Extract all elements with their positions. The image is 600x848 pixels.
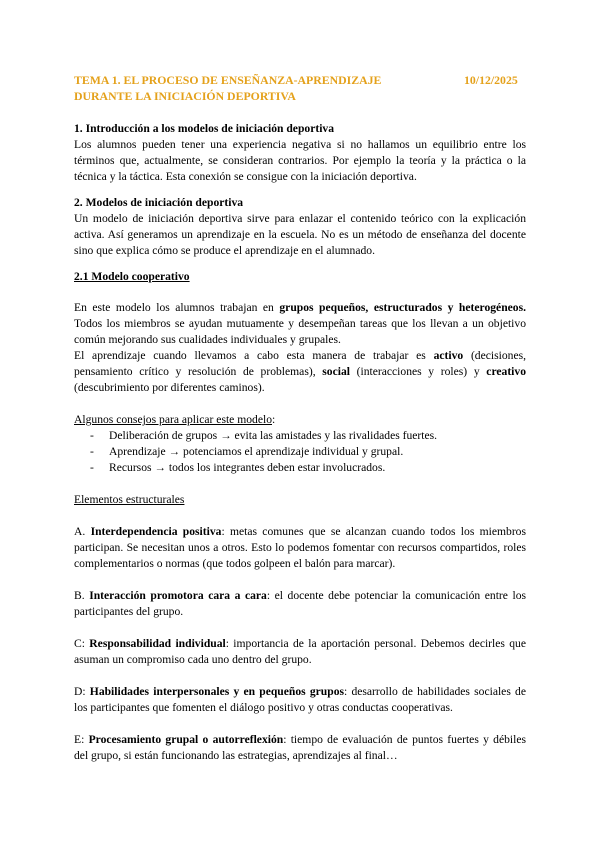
- cooperative-p2-creative: creativo: [486, 365, 526, 378]
- element-term: Responsabilidad individual: [89, 637, 226, 650]
- element-a: [74, 524, 526, 572]
- document-body: [74, 121, 526, 764]
- element-b: [74, 588, 526, 620]
- element-prefix: A.: [74, 525, 91, 538]
- section-1-heading: 1. Introducción a los modelos de iniciación deportiva: [74, 122, 335, 135]
- header-title-line-1: TEMA 1. EL PROCESO DE ENSEÑANZA-APRENDIZAJE: [74, 73, 382, 87]
- cooperative-p2-active: activo: [433, 349, 464, 362]
- cooperative-p1-text-a: En este modelo los alumnos trabajan en: [74, 301, 280, 314]
- bullet-dash: -: [90, 445, 94, 458]
- cooperative-p2-text-e: (interacciones y roles) y: [349, 365, 487, 378]
- element-prefix: D:: [74, 685, 90, 698]
- element-text: : desarrollo de habilidades sociales de los participantes que fomenten el diálogo positivo y otras conductas cooperativas.: [74, 685, 526, 714]
- tips-heading-colon: :: [272, 413, 276, 426]
- tip-text: Deliberación de grupos → evita las amistades y las rivalidades fuertes.: [109, 429, 438, 442]
- element-text: : el docente debe potenciar la comunicación entre los participantes del grupo.: [74, 589, 526, 618]
- cooperative-p2-social: social: [322, 365, 350, 378]
- tip-text: Aprendizaje → potenciamos el aprendizaje individual y grupal.: [109, 445, 404, 458]
- bullet-dash: -: [90, 429, 94, 442]
- cooperative-paragraph-1: [74, 300, 526, 348]
- tips-heading-text: Algunos consejos para aplicar este modelo: [74, 413, 272, 426]
- element-prefix: B.: [74, 589, 90, 602]
- element-text: : metas comunes que se alcanzan cuando todos los miembros participan. Se necesitan unos a otros. Esto lo podemos fomentar con recursos compartidos, roles complementarios o normas (que todos golpeen el balón para marcar).: [74, 525, 526, 570]
- element-prefix: E:: [74, 733, 89, 746]
- tips-list: [74, 428, 526, 476]
- element-d: [74, 684, 526, 716]
- bullet-dash: -: [90, 461, 94, 474]
- cooperative-p1-bold: grupos pequeños, estructurados y heterogéneos.: [279, 301, 527, 314]
- section-2-heading: 2. Modelos de iniciación deportiva: [74, 196, 244, 209]
- element-term: Procesamiento grupal o autorreflexión: [88, 733, 284, 746]
- cooperative-p2-text-a: El aprendizaje cuando llevamos a cabo esta manera de trabajar es: [74, 349, 434, 362]
- cooperative-p1-text-c: Todos los miembros se ayudan mutuamente y desempeñan tareas que los llevan a un objetivo común mejorando sus cualidades individuales y grupales.: [74, 317, 526, 346]
- header-date: 10/12/2025: [464, 73, 518, 87]
- element-text: : importancia de la aportación personal. Debemos decirles que asuman un compromiso cada uno dentro del grupo.: [74, 637, 526, 666]
- section-2-1-heading: 2.1 Modelo cooperativo: [74, 270, 190, 283]
- document-header: [74, 72, 534, 104]
- element-term: Interacción promotora cara a cara: [89, 589, 267, 602]
- element-prefix: C:: [74, 637, 90, 650]
- element-text: : tiempo de evaluación de puntos fuertes y débiles del grupo, si están funcionando las estrategias, aprendizajes al final…: [74, 733, 527, 762]
- element-e: [74, 732, 526, 764]
- cooperative-p2-text-g: (descubrimiento por diferentes caminos).: [74, 381, 265, 394]
- cooperative-p2-text-c: (decisiones, pensamiento crítico y resolución de problemas),: [74, 349, 526, 378]
- elements-heading: Elementos estructurales: [74, 493, 185, 506]
- header-title-line-2: DURANTE LA INICIACIÓN DEPORTIVA: [74, 89, 296, 103]
- section-2-text: Un modelo de iniciación deportiva sirve para enlazar el contenido teórico con la explicación activa. Así generamos un aprendizaje en la escuela. No es un método de enseñanza del docente sino que explica cómo se produce el aprendizaje en el alumnado.: [74, 212, 526, 257]
- element-c: [74, 636, 526, 668]
- element-term: Habilidades interpersonales y en pequeños grupos: [89, 685, 345, 698]
- list-item: [74, 428, 526, 444]
- section-1-text: Los alumnos pueden tener una experiencia negativa si no hallamos un equilibrio entre los términos que, actualmente, se consideran contrarios. Por ejemplo la teoría y la práctica o la técnica y la táctica. Esta conexión se consigue con la iniciación deportiva.: [74, 138, 526, 183]
- tip-text: Recursos → todos los integrantes deben estar involucrados.: [109, 461, 386, 474]
- list-item: [74, 444, 526, 460]
- list-item: [74, 460, 526, 476]
- tips-heading: [74, 412, 526, 428]
- element-term: Interdependencia positiva: [90, 525, 222, 538]
- cooperative-paragraph-2: [74, 348, 526, 396]
